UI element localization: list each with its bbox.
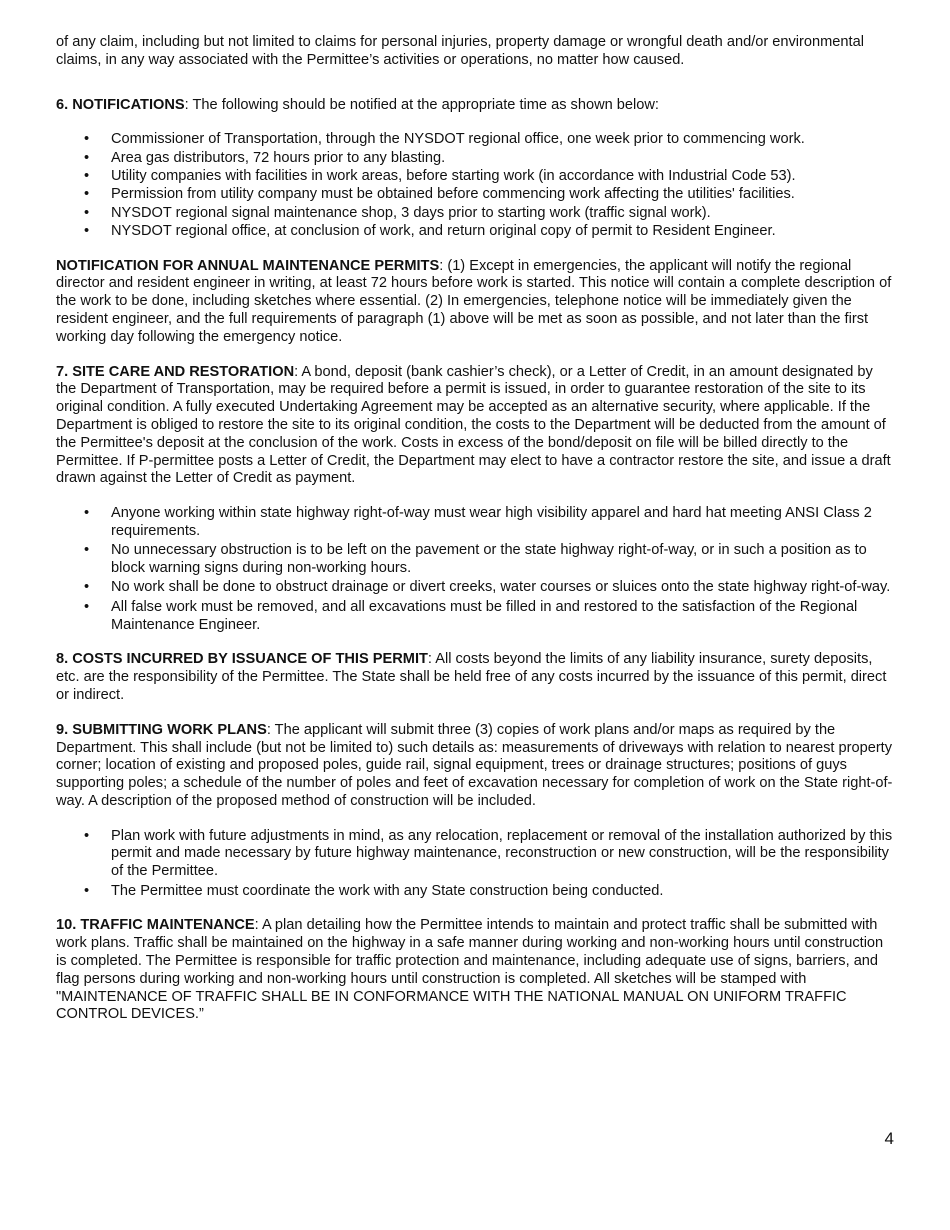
list-item: • NYSDOT regional office, at conclusion of work, and return original copy of permit to Resident Engineer. <box>56 223 896 241</box>
list-item: • No work shall be done to obstruct drainage or divert creeks, water courses or sluices onto the state highway right-of-way. <box>56 579 896 597</box>
section-10-text: : A plan detailing how the Permittee intends to maintain and protect traffic shall be submitted with work plans. Traffic shall be maintained on the highway in a safe manner during working and non-working hours until construction is completed. The Permittee is responsible for traffic protection and maintenance, including adequate use of signs, barriers, and flag persons during working and non-working hours until construction is completed. All sketches will be stamped with "MAINTENANCE OF TRAFFIC SHALL BE IN CONFORMANCE WITH THE NATIONAL MANUAL ON UNIFORM TRAFFIC CONTROL DEVICES.” <box>56 917 884 1023</box>
page-content <box>56 34 896 1024</box>
section-8-paragraph <box>56 651 896 704</box>
section-6-list <box>56 131 896 240</box>
annual-permits-paragraph <box>56 258 896 347</box>
page-number: 4 <box>884 1129 894 1148</box>
section-7-heading: 7. SITE CARE AND RESTORATION <box>56 363 295 380</box>
list-item: • Anyone working within state highway right-of-way must wear high visibility apparel and hard hat meeting ANSI Class 2 requirements. <box>56 505 896 541</box>
list-item: • The Permittee must coordinate the work with any State construction being conducted. <box>56 883 896 901</box>
list-item: • Commissioner of Transportation, through the NYSDOT regional office, one week prior to commencing work. <box>56 131 896 149</box>
section-7-list <box>56 505 896 634</box>
section-10-paragraph <box>56 917 896 1024</box>
annual-permits-text: : (1) Except in emergencies, the applicant will notify the regional director and resident engineer in writing, at least 72 hours before work is started. This notice will contain a complete description of the work to be done, including sketches where essential. (2) In emergencies, telephone notice will be immediately given the resident engineer, and the full requirements of paragraph (1) above will be met as soon as possible, and not later than the first working day following the emergency notice. <box>56 257 892 345</box>
section-7-text: : A bond, deposit (bank cashier’s check), or a Letter of Credit, in an amount designated by the Department of Transportation, may be required before a permit is issued, in order to guarantee restoration of the site to its original condition. A fully executed Undertaking Agreement may be accepted as an alternative security, where applicable. If the Department is obliged to restore the site to its original condition, the costs to the Department will be deducted from the amount of the Permittee's deposit at the conclusion of the work. Costs in excess of the bond/deposit on file will be billed directly to the Permittee. If P-permittee posts a Letter of Credit, the Department may elect to have a contractor restore the site, and issue a draft drawn against the Letter of Credit as payment. <box>56 363 891 487</box>
section-6-paragraph <box>56 97 896 115</box>
list-item: • No unnecessary obstruction is to be left on the pavement or the state highway right-of-way, or in such a position as to block warning signs during non-working hours. <box>56 542 896 578</box>
intro-paragraph: of any claim, including but not limited to claims for personal injuries, property damage or wrongful death and/or environmental claims, in any way associated with the Permittee’s activities or operations, no matter how caused. <box>56 34 864 68</box>
section-6-text: : The following should be notified at the appropriate time as shown below: <box>184 96 659 113</box>
section-7-paragraph <box>56 364 896 489</box>
section-8-text: : All costs beyond the limits of any liability insurance, surety deposits, etc. are the responsibility of the Permittee. The State shall be held free of any costs incurred by the issuance of this permit, direct or indirect. <box>56 651 887 703</box>
list-item: • Utility companies with facilities in work areas, before starting work (in accordance with Industrial Code 53). <box>56 168 896 186</box>
section-9-text: : The applicant will submit three (3) copies of work plans and/or maps as required by the Department. This shall include (but not be limited to) such details as: measurements of driveways with relation to nearest property corner; location of existing and proposed poles, guide rail, signal equipment, trees or drainage structures; positions of guys supporting poles; a schedule of the number of poles and feet of excavation necessary for completion of work on the State right-of-way. A description of the proposed method of construction will be included. <box>56 721 893 809</box>
list-item: • Plan work with future adjustments in mind, as any relocation, replacement or removal of the installation authorized by this permit and made necessary by future highway maintenance, reconstruction or new construction, will be the responsibility of the Permittee. <box>56 828 896 881</box>
list-item: • All false work must be removed, and all excavations must be filled in and restored to the satisfaction of the Regional Maintenance Engineer. <box>56 599 896 635</box>
section-6-heading: 6. NOTIFICATIONS <box>56 96 185 113</box>
section-9-heading: 9. SUBMITTING WORK PLANS <box>56 721 267 738</box>
section-8-heading: 8. COSTS INCURRED BY ISSUANCE OF THIS PERMIT <box>56 651 428 668</box>
list-item: • Area gas distributors, 72 hours prior to any blasting. <box>56 150 896 168</box>
list-item: • NYSDOT regional signal maintenance shop, 3 days prior to starting work (traffic signal work). <box>56 205 896 223</box>
section-9-paragraph <box>56 722 896 811</box>
section-9-list <box>56 828 896 901</box>
section-10-heading: 10. TRAFFIC MAINTENANCE <box>56 917 255 934</box>
list-item: • Permission from utility company must be obtained before commencing work affecting the utilities' facilities. <box>56 186 896 204</box>
annual-permits-heading: NOTIFICATION FOR ANNUAL MAINTENANCE PERMITS <box>56 257 440 274</box>
